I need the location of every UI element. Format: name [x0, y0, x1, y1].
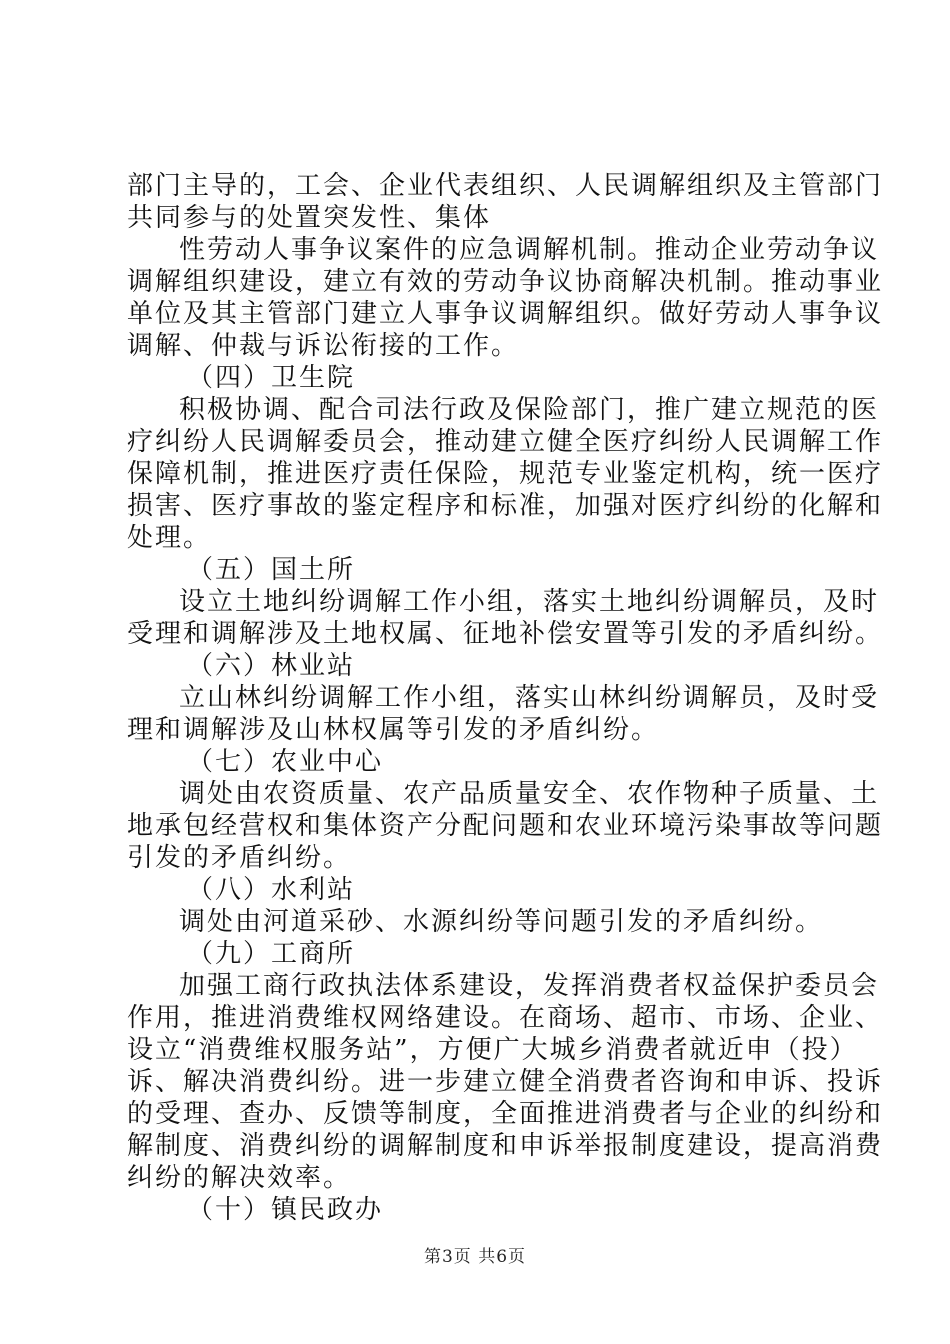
page-footer: 第3页 共6页 — [423, 1247, 527, 1267]
text-line: 引发的矛盾纠纷。 — [127, 843, 352, 873]
text-line: 地承包经营权和集体资产分配问题和农业环境污染事故等问题 — [127, 811, 884, 841]
text-line: 调处由农资质量、农产品质量安全、农作物种子质量、土 — [179, 779, 880, 809]
text-line: 的受理、查办、反馈等制度，全面推进消费者与企业的纠纷和 — [127, 1099, 884, 1129]
section-heading: （四）卫生院 — [187, 363, 356, 393]
text-line: 保障机制，推进医疗责任保险，规范专业鉴定机构，统一医疗 — [127, 459, 884, 489]
text-line: 加强工商行政执法体系建设，发挥消费者权益保护委员会 — [179, 971, 880, 1001]
text-line: 诉、解决消费纠纷。进一步建立健全消费者咨询和申诉、投诉 — [127, 1067, 884, 1097]
text-line: 调处由河道采砂、水源纠纷等问题引发的矛盾纠纷。 — [179, 907, 824, 937]
text-line: 立山林纠纷调解工作小组，落实山林纠纷调解员，及时受 — [179, 683, 880, 713]
section-heading: （八）水利站 — [187, 875, 356, 905]
text-line: 积极协调、配合司法行政及保险部门，推广建立规范的医 — [179, 395, 880, 425]
section-heading: （七）农业中心 — [187, 747, 384, 777]
text-line: 解制度、消费纠纷的调解制度和申诉举报制度建设，提高消费 — [127, 1131, 884, 1161]
text-line: 单位及其主管部门建立人事争议调解组织。做好劳动人事争议 — [127, 299, 884, 329]
document-body — [127, 170, 884, 1226]
text-line: 疗纠纷人民调解委员会，推动建立健全医疗纠纷人民调解工作 — [127, 427, 884, 457]
text-line: 调解组织建设，建立有效的劳动争议协商解决机制。推动事业 — [127, 267, 884, 297]
text-line: 作用，推进消费维权网络建设。在商场、超市、市场、企业、 — [127, 1003, 884, 1033]
text-line: 处理。 — [127, 523, 212, 553]
section-heading: （六）林业站 — [187, 651, 356, 681]
text-line: 共同参与的处置突发性、集体 — [127, 203, 492, 233]
text-line: 设立“消费维权服务站”，方便广大城乡消费者就近申（投） — [127, 1035, 858, 1065]
text-line: 理和调解涉及山林权属等引发的矛盾纠纷。 — [127, 715, 660, 745]
text-line: 纠纷的解决效率。 — [127, 1163, 352, 1193]
section-heading: （十）镇民政办 — [187, 1195, 384, 1225]
section-heading: （五）国土所 — [187, 555, 356, 585]
section-heading: （九）工商所 — [187, 939, 356, 969]
text-line: 设立土地纠纷调解工作小组，落实土地纠纷调解员，及时 — [179, 587, 880, 617]
text-line: 部门主导的，工会、企业代表组织、人民调解组织及主管部门 — [127, 171, 884, 201]
text-line: 受理和调解涉及土地权属、征地补偿安置等引发的矛盾纠纷。 — [127, 619, 884, 649]
text-line: 损害、医疗事故的鉴定程序和标准，加强对医疗纠纷的化解和 — [127, 491, 884, 521]
text-line: 调解、仲裁与诉讼衔接的工作。 — [127, 331, 520, 361]
text-line: 性劳动人事争议案件的应急调解机制。推动企业劳动争议 — [179, 235, 880, 265]
